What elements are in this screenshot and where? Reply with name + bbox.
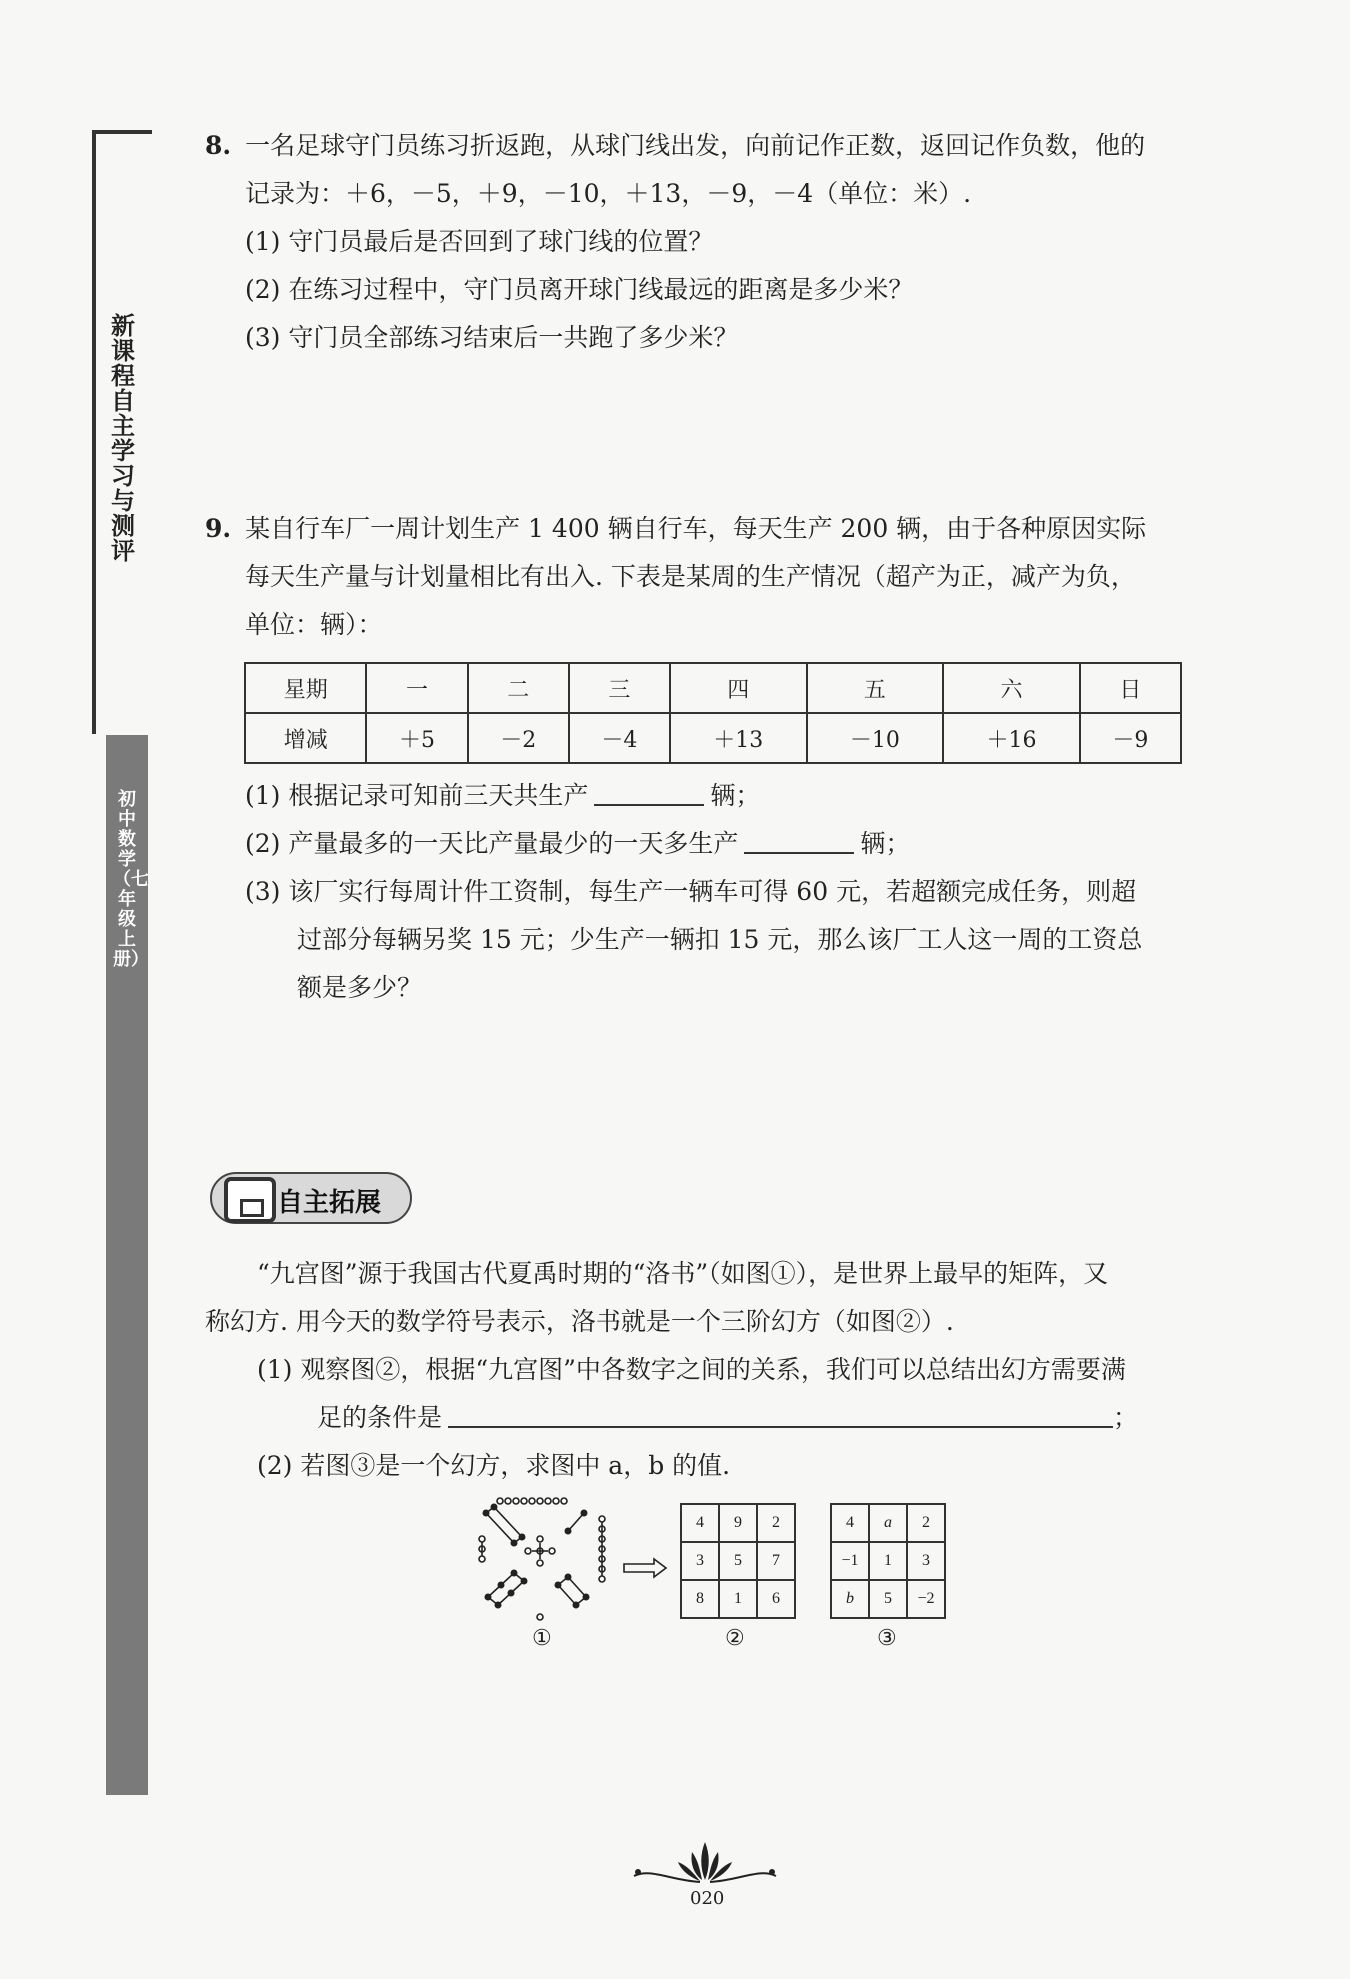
table-row-label: 增减 xyxy=(245,713,366,763)
grid-cell: −2 xyxy=(907,1580,945,1618)
table-header-label: 星期 xyxy=(245,663,366,713)
production-table xyxy=(244,662,1182,764)
magic-square-2 xyxy=(680,1503,796,1619)
ext-sub1-end: ； xyxy=(1113,1403,1139,1432)
q9-number: 9. xyxy=(205,514,232,543)
q9-sub3-line1: (3) 该厂实行每周计件工资制，每生产一辆车可得 60 元，若超额完成任务，则超 xyxy=(245,877,1137,906)
grid-cell: 1 xyxy=(719,1580,757,1618)
q9-line3: 单位：辆）： xyxy=(245,610,383,639)
table-cell: 一 xyxy=(366,663,467,713)
answer-blank[interactable] xyxy=(594,780,704,806)
figure-caption-1: ① xyxy=(532,1626,552,1651)
question-9 xyxy=(205,505,1215,649)
grid-cell: b xyxy=(831,1580,869,1618)
q9-sub1 xyxy=(205,772,1215,820)
table-cell: －9 xyxy=(1080,713,1181,763)
q8-sub1: (1) 守门员最后是否回到了球门线的位置？ xyxy=(245,227,714,256)
table-cell: 五 xyxy=(807,663,944,713)
sidebar-series-panel xyxy=(92,130,152,734)
grid-cell: 2 xyxy=(757,1504,795,1542)
grid-cell: 5 xyxy=(719,1542,757,1580)
leaf-ornament-icon xyxy=(630,1838,780,1886)
right-arrow-icon xyxy=(622,1556,668,1580)
ext-sub1-line1: (1) 观察图②，根据“九宫图”中各数字之间的关系，我们可以总结出幻方需要满 xyxy=(257,1355,1126,1384)
table-cell: 六 xyxy=(943,663,1080,713)
question-8 xyxy=(205,122,1215,362)
q8-number: 8. xyxy=(205,131,232,160)
ext-sub1-text: 足的条件是 xyxy=(317,1403,443,1432)
table-cell: ＋16 xyxy=(943,713,1080,763)
table-cell: 二 xyxy=(468,663,569,713)
extension-text xyxy=(205,1250,1215,1490)
figure-caption-2: ② xyxy=(725,1626,745,1651)
q8-stem xyxy=(205,122,1215,170)
table-cell: －2 xyxy=(468,713,569,763)
answer-blank[interactable] xyxy=(448,1402,1113,1428)
q9-sub2-unit: 辆； xyxy=(860,829,911,858)
grid-cell: 4 xyxy=(681,1504,719,1542)
luoshu-diagram xyxy=(470,1495,620,1625)
q9-line2: 每天生产量与计划量相比有出入. 下表是某周的生产情况（超产为正，减产为负， xyxy=(245,562,1136,591)
grid-cell: 9 xyxy=(719,1504,757,1542)
grid-cell: 6 xyxy=(757,1580,795,1618)
magic-square-3 xyxy=(830,1503,946,1619)
table-row-days xyxy=(245,663,1181,713)
ext-sub1-line2 xyxy=(205,1394,1215,1442)
grid-cell: 4 xyxy=(831,1504,869,1542)
table-cell: 三 xyxy=(569,663,670,713)
grid-cell: 1 xyxy=(869,1542,907,1580)
q8-sub2: (2) 在练习过程中，守门员离开球门线最远的距离是多少米？ xyxy=(245,275,914,304)
sidebar-book-panel xyxy=(106,735,148,1795)
floppy-disk-icon xyxy=(224,1177,276,1223)
grid-cell: 2 xyxy=(907,1504,945,1542)
q8-sub3: (3) 守门员全部练习结束后一共跑了多少米？ xyxy=(245,323,739,352)
q8-line1: 一名足球守门员练习折返跑，从球门线出发，向前记作正数，返回记作负数，他的 xyxy=(245,131,1146,160)
figure-caption-3: ③ xyxy=(877,1626,897,1651)
ext-para1: “九宫图”源于我国古代夏禹时期的“洛书”（如图①），是世界上最早的矩阵，又 xyxy=(257,1259,1109,1288)
grid-cell: 3 xyxy=(681,1542,719,1580)
grid-cell: −1 xyxy=(831,1542,869,1580)
book-title: 初中数学（七年级上册） xyxy=(113,789,149,970)
table-row-values xyxy=(245,713,1181,763)
q9-stem xyxy=(205,505,1215,553)
series-title: 新课程自主学习与测评 xyxy=(111,312,135,565)
ext-sub2: (2) 若图③是一个幻方，求图中 a，b 的值. xyxy=(257,1451,731,1480)
q9-sub3-line3: 额是多少？ xyxy=(297,973,423,1002)
table-cell: 日 xyxy=(1080,663,1181,713)
q9-line1: 某自行车厂一周计划生产 1 400 辆自行车，每天生产 200 辆，由于各种原因实际 xyxy=(245,514,1147,543)
table-cell: 四 xyxy=(670,663,807,713)
answer-blank[interactable] xyxy=(744,828,854,854)
q9-sub2 xyxy=(205,820,1215,868)
ext-para2: 称幻方. 用今天的数学符号表示，洛书就是一个三阶幻方（如图②）. xyxy=(205,1307,954,1336)
section-badge xyxy=(210,1172,412,1224)
q9-subquestions xyxy=(205,772,1215,1012)
q9-sub1-text: (1) 根据记录可知前三天共生产 xyxy=(245,781,589,810)
grid-cell: a xyxy=(869,1504,907,1542)
q8-line2: 记录为：＋6，－5，＋9，－10，＋13，－9，－4（单位：米）. xyxy=(245,179,972,208)
section-badge-label: 自主拓展 xyxy=(277,1188,382,1218)
grid-cell: 3 xyxy=(907,1542,945,1580)
grid-cell: 5 xyxy=(869,1580,907,1618)
page-number: 020 xyxy=(690,1888,725,1909)
table-cell: －10 xyxy=(807,713,944,763)
table-cell: ＋13 xyxy=(670,713,807,763)
grid-cell: 7 xyxy=(757,1542,795,1580)
q9-sub2-text: (2) 产量最多的一天比产量最少的一天多生产 xyxy=(245,829,739,858)
q9-sub1-unit: 辆； xyxy=(710,781,761,810)
table-cell: ＋5 xyxy=(366,713,467,763)
grid-cell: 8 xyxy=(681,1580,719,1618)
q9-sub3-line2: 过部分每辆另奖 15 元；少生产一辆扣 15 元，那么该厂工人这一周的工资总 xyxy=(297,925,1143,954)
table-cell: －4 xyxy=(569,713,670,763)
